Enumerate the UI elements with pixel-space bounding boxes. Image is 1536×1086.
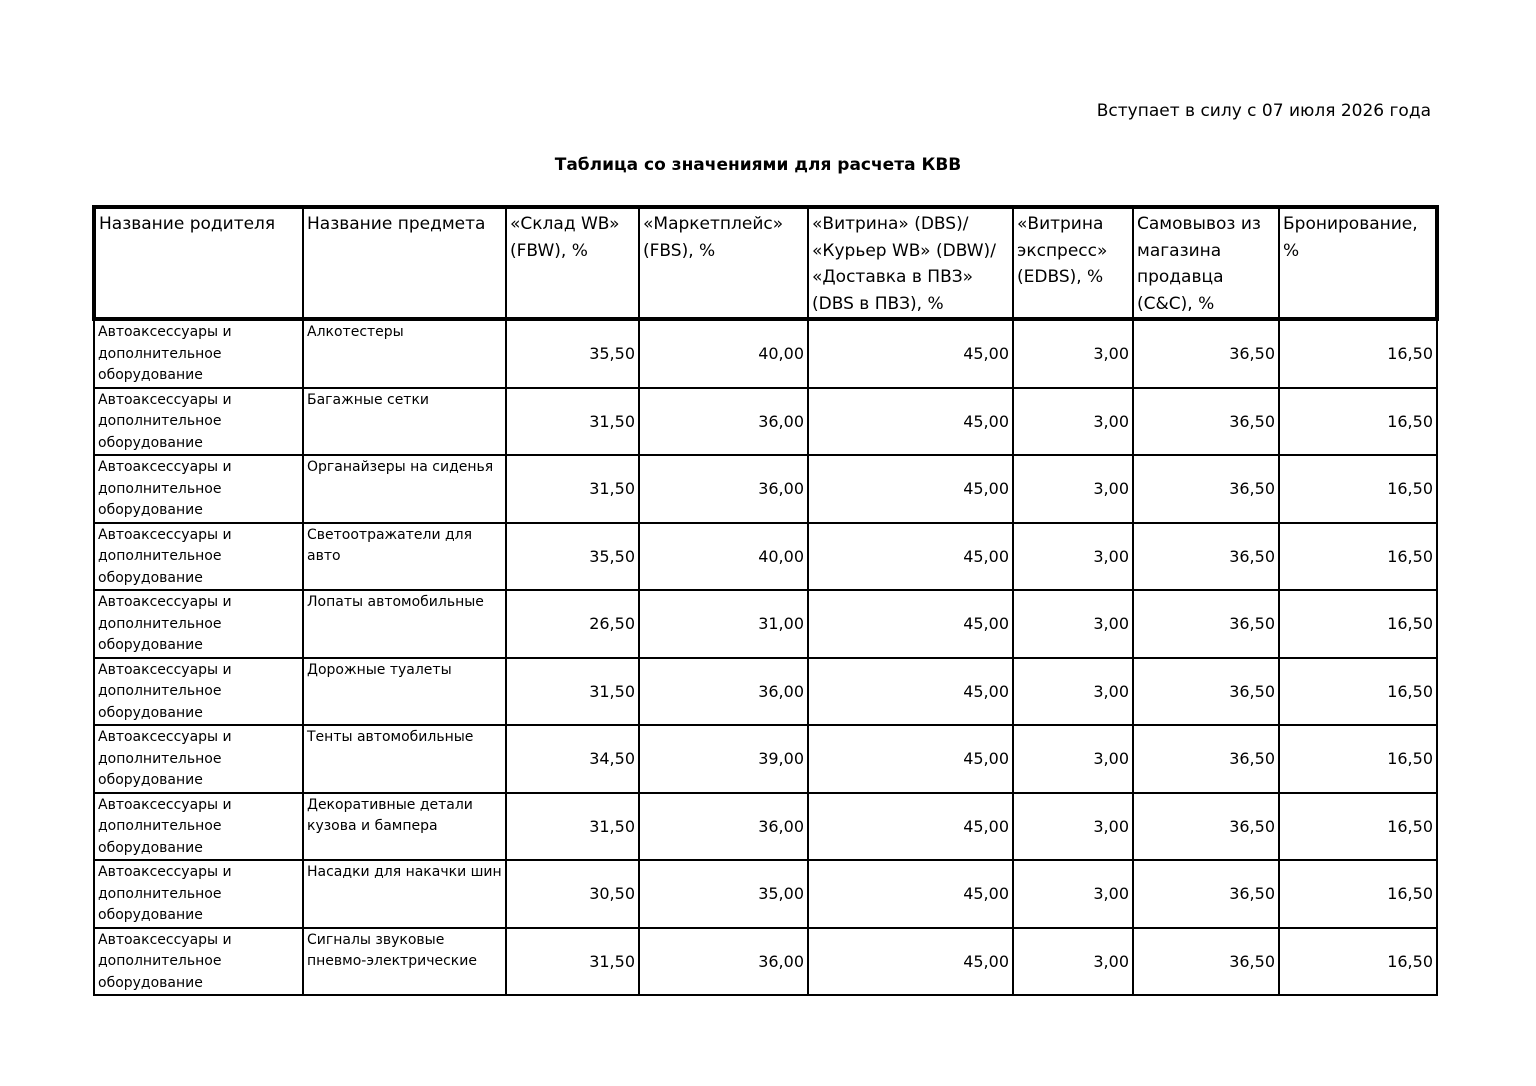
edbs-cell: 3,00 bbox=[1013, 928, 1133, 996]
parent-name-cell: Автоаксессуары и дополнительное оборудование bbox=[94, 319, 303, 388]
booking-cell: 16,50 bbox=[1279, 455, 1437, 523]
dbs-cell: 45,00 bbox=[808, 455, 1013, 523]
cc-cell: 36,50 bbox=[1133, 388, 1279, 456]
subject-name-cell: Лопаты автомобильные bbox=[303, 590, 506, 658]
booking-cell: 16,50 bbox=[1279, 590, 1437, 658]
booking-cell: 16,50 bbox=[1279, 793, 1437, 861]
subject-name-cell: Органайзеры на сиденья bbox=[303, 455, 506, 523]
table-row bbox=[94, 793, 1437, 861]
subject-name-cell: Декоративные детали кузова и бампера bbox=[303, 793, 506, 861]
booking-cell: 16,50 bbox=[1279, 523, 1437, 591]
fbw-cell: 34,50 bbox=[506, 725, 639, 793]
booking-cell: 16,50 bbox=[1279, 388, 1437, 456]
table-row bbox=[94, 388, 1437, 456]
parent-name-cell: Автоаксессуары и дополнительное оборудование bbox=[94, 455, 303, 523]
cc-cell: 36,50 bbox=[1133, 793, 1279, 861]
column-header-fbs: «Маркетплейс» (FBS), % bbox=[639, 207, 808, 319]
column-header-edbs: «Витрина экспресс» (EDBS), % bbox=[1013, 207, 1133, 319]
table-row bbox=[94, 590, 1437, 658]
table-row bbox=[94, 860, 1437, 928]
subject-name-cell: Тенты автомобильные bbox=[303, 725, 506, 793]
column-header-fbw: «Склад WB» (FBW), % bbox=[506, 207, 639, 319]
cc-cell: 36,50 bbox=[1133, 928, 1279, 996]
parent-name-cell: Автоаксессуары и дополнительное оборудование bbox=[94, 658, 303, 726]
fbs-cell: 39,00 bbox=[639, 725, 808, 793]
dbs-cell: 45,00 bbox=[808, 658, 1013, 726]
booking-cell: 16,50 bbox=[1279, 928, 1437, 996]
cc-cell: 36,50 bbox=[1133, 590, 1279, 658]
column-header-booking: Бронирование, % bbox=[1279, 207, 1437, 319]
parent-name-cell: Автоаксессуары и дополнительное оборудование bbox=[94, 725, 303, 793]
fbs-cell: 35,00 bbox=[639, 860, 808, 928]
parent-name-cell: Автоаксессуары и дополнительное оборудование bbox=[94, 590, 303, 658]
fbs-cell: 36,00 bbox=[639, 928, 808, 996]
edbs-cell: 3,00 bbox=[1013, 523, 1133, 591]
fbs-cell: 36,00 bbox=[639, 793, 808, 861]
fbs-cell: 40,00 bbox=[639, 523, 808, 591]
cc-cell: 36,50 bbox=[1133, 523, 1279, 591]
fbw-cell: 31,50 bbox=[506, 793, 639, 861]
fbs-cell: 31,00 bbox=[639, 590, 808, 658]
edbs-cell: 3,00 bbox=[1013, 319, 1133, 388]
edbs-cell: 3,00 bbox=[1013, 860, 1133, 928]
cc-cell: 36,50 bbox=[1133, 860, 1279, 928]
table-row bbox=[94, 725, 1437, 793]
header-row bbox=[94, 207, 1437, 319]
booking-cell: 16,50 bbox=[1279, 860, 1437, 928]
dbs-cell: 45,00 bbox=[808, 928, 1013, 996]
subject-name-cell: Дорожные туалеты bbox=[303, 658, 506, 726]
fbw-cell: 30,50 bbox=[506, 860, 639, 928]
table-row bbox=[94, 455, 1437, 523]
table-row bbox=[94, 319, 1437, 388]
dbs-cell: 45,00 bbox=[808, 860, 1013, 928]
effective-date: Вступает в силу с 07 июля 2026 года bbox=[1096, 101, 1431, 121]
dbs-cell: 45,00 bbox=[808, 793, 1013, 861]
fbs-cell: 40,00 bbox=[639, 319, 808, 388]
cc-cell: 36,50 bbox=[1133, 725, 1279, 793]
table-row bbox=[94, 523, 1437, 591]
column-header-parent-name: Название родителя bbox=[94, 207, 303, 319]
dbs-cell: 45,00 bbox=[808, 725, 1013, 793]
parent-name-cell: Автоаксессуары и дополнительное оборудование bbox=[94, 793, 303, 861]
parent-name-cell: Автоаксессуары и дополнительное оборудование bbox=[94, 523, 303, 591]
parent-name-cell: Автоаксессуары и дополнительное оборудование bbox=[94, 928, 303, 996]
fbw-cell: 35,50 bbox=[506, 319, 639, 388]
fbw-cell: 31,50 bbox=[506, 658, 639, 726]
column-header-dbs: «Витрина» (DBS)/ «Курьер WB» (DBW)/ «Доставка в ПВЗ» (DBS в ПВЗ), % bbox=[808, 207, 1013, 319]
subject-name-cell: Светоотражатели для авто bbox=[303, 523, 506, 591]
table-row bbox=[94, 928, 1437, 996]
edbs-cell: 3,00 bbox=[1013, 658, 1133, 726]
fbw-cell: 31,50 bbox=[506, 388, 639, 456]
cc-cell: 36,50 bbox=[1133, 319, 1279, 388]
fbs-cell: 36,00 bbox=[639, 388, 808, 456]
fbs-cell: 36,00 bbox=[639, 658, 808, 726]
edbs-cell: 3,00 bbox=[1013, 793, 1133, 861]
fbw-cell: 35,50 bbox=[506, 523, 639, 591]
edbs-cell: 3,00 bbox=[1013, 725, 1133, 793]
subject-name-cell: Насадки для накачки шин bbox=[303, 860, 506, 928]
dbs-cell: 45,00 bbox=[808, 523, 1013, 591]
table-row bbox=[94, 658, 1437, 726]
fbw-cell: 26,50 bbox=[506, 590, 639, 658]
parent-name-cell: Автоаксессуары и дополнительное оборудование bbox=[94, 860, 303, 928]
fbw-cell: 31,50 bbox=[506, 928, 639, 996]
column-header-cc: Самовывоз из магазина продавца (C&C), % bbox=[1133, 207, 1279, 319]
fbs-cell: 36,00 bbox=[639, 455, 808, 523]
kvv-table bbox=[92, 205, 1439, 996]
subject-name-cell: Сигналы звуковые пневмо-электрические bbox=[303, 928, 506, 996]
subject-name-cell: Алкотестеры bbox=[303, 319, 506, 388]
column-header-subject-name: Название предмета bbox=[303, 207, 506, 319]
edbs-cell: 3,00 bbox=[1013, 590, 1133, 658]
table-header bbox=[94, 207, 1437, 319]
dbs-cell: 45,00 bbox=[808, 319, 1013, 388]
dbs-cell: 45,00 bbox=[808, 590, 1013, 658]
parent-name-cell: Автоаксессуары и дополнительное оборудование bbox=[94, 388, 303, 456]
booking-cell: 16,50 bbox=[1279, 319, 1437, 388]
cc-cell: 36,50 bbox=[1133, 455, 1279, 523]
fbw-cell: 31,50 bbox=[506, 455, 639, 523]
booking-cell: 16,50 bbox=[1279, 658, 1437, 726]
page-title: Таблица со значениями для расчета КВВ bbox=[554, 155, 962, 175]
edbs-cell: 3,00 bbox=[1013, 388, 1133, 456]
subject-name-cell: Багажные сетки bbox=[303, 388, 506, 456]
table-body bbox=[94, 319, 1437, 995]
booking-cell: 16,50 bbox=[1279, 725, 1437, 793]
dbs-cell: 45,00 bbox=[808, 388, 1013, 456]
edbs-cell: 3,00 bbox=[1013, 455, 1133, 523]
cc-cell: 36,50 bbox=[1133, 658, 1279, 726]
